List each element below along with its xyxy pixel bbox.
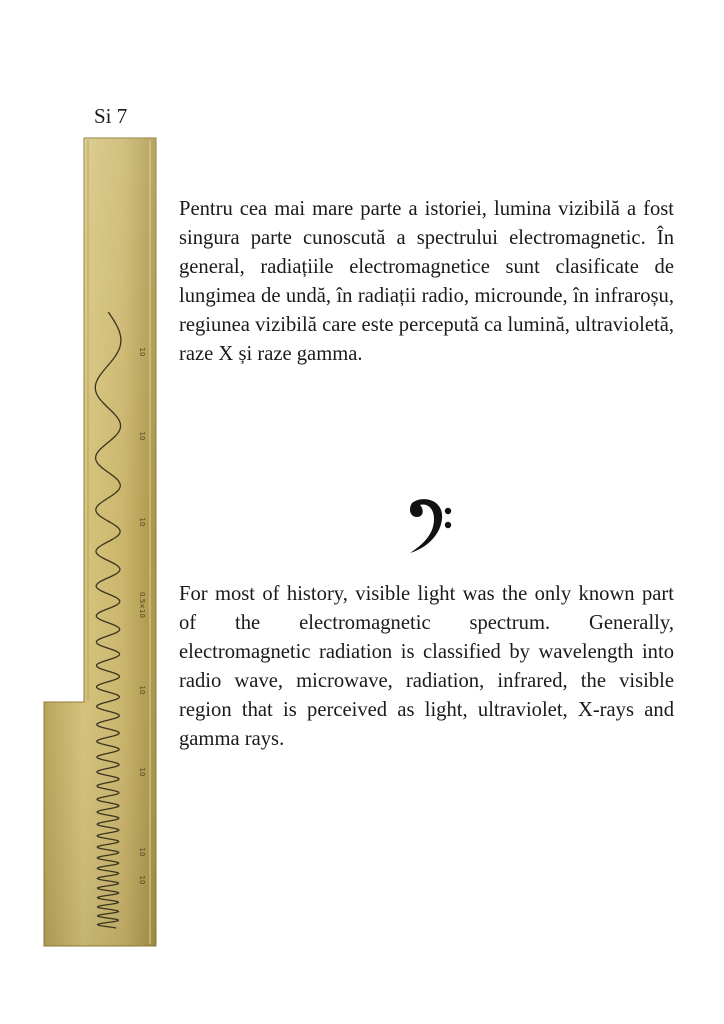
romanian-paragraph: Pentru cea mai mare parte a istoriei, lumina vizibilă a fost singura parte cunoscută a spectrului electromagnetic. În general, radiațiile electromagnetice sunt clasificate de lungimea de undă, în radiații radio, microunde, în infraroșu, regiunea vizibilă care este percepută ca lumină, ultravioletă, raze X și raze gamma.: [179, 198, 674, 365]
strip-marking: 10: [138, 767, 146, 777]
strip-marking: 10: [138, 431, 146, 441]
strip-marking: 10: [138, 875, 146, 885]
strip-marking: 10: [138, 847, 146, 857]
strip-marking: 10: [138, 685, 146, 695]
page-label: Si 7: [94, 104, 128, 128]
english-paragraph: For most of history, visible light was the only known part of the electromagnetic spectrum. Generally, electromagnetic radiation is classified by wavelength into radio wave, microwave, radiation, infrared, the visible region that is perceived as light, ultraviolet, X-rays and gamma rays.: [179, 583, 674, 750]
bass-clef-icon: [404, 495, 454, 555]
strip-marking: 10: [138, 517, 146, 527]
strip-marking: 0.5×10: [138, 592, 146, 618]
strip-marking: 10: [138, 347, 146, 357]
